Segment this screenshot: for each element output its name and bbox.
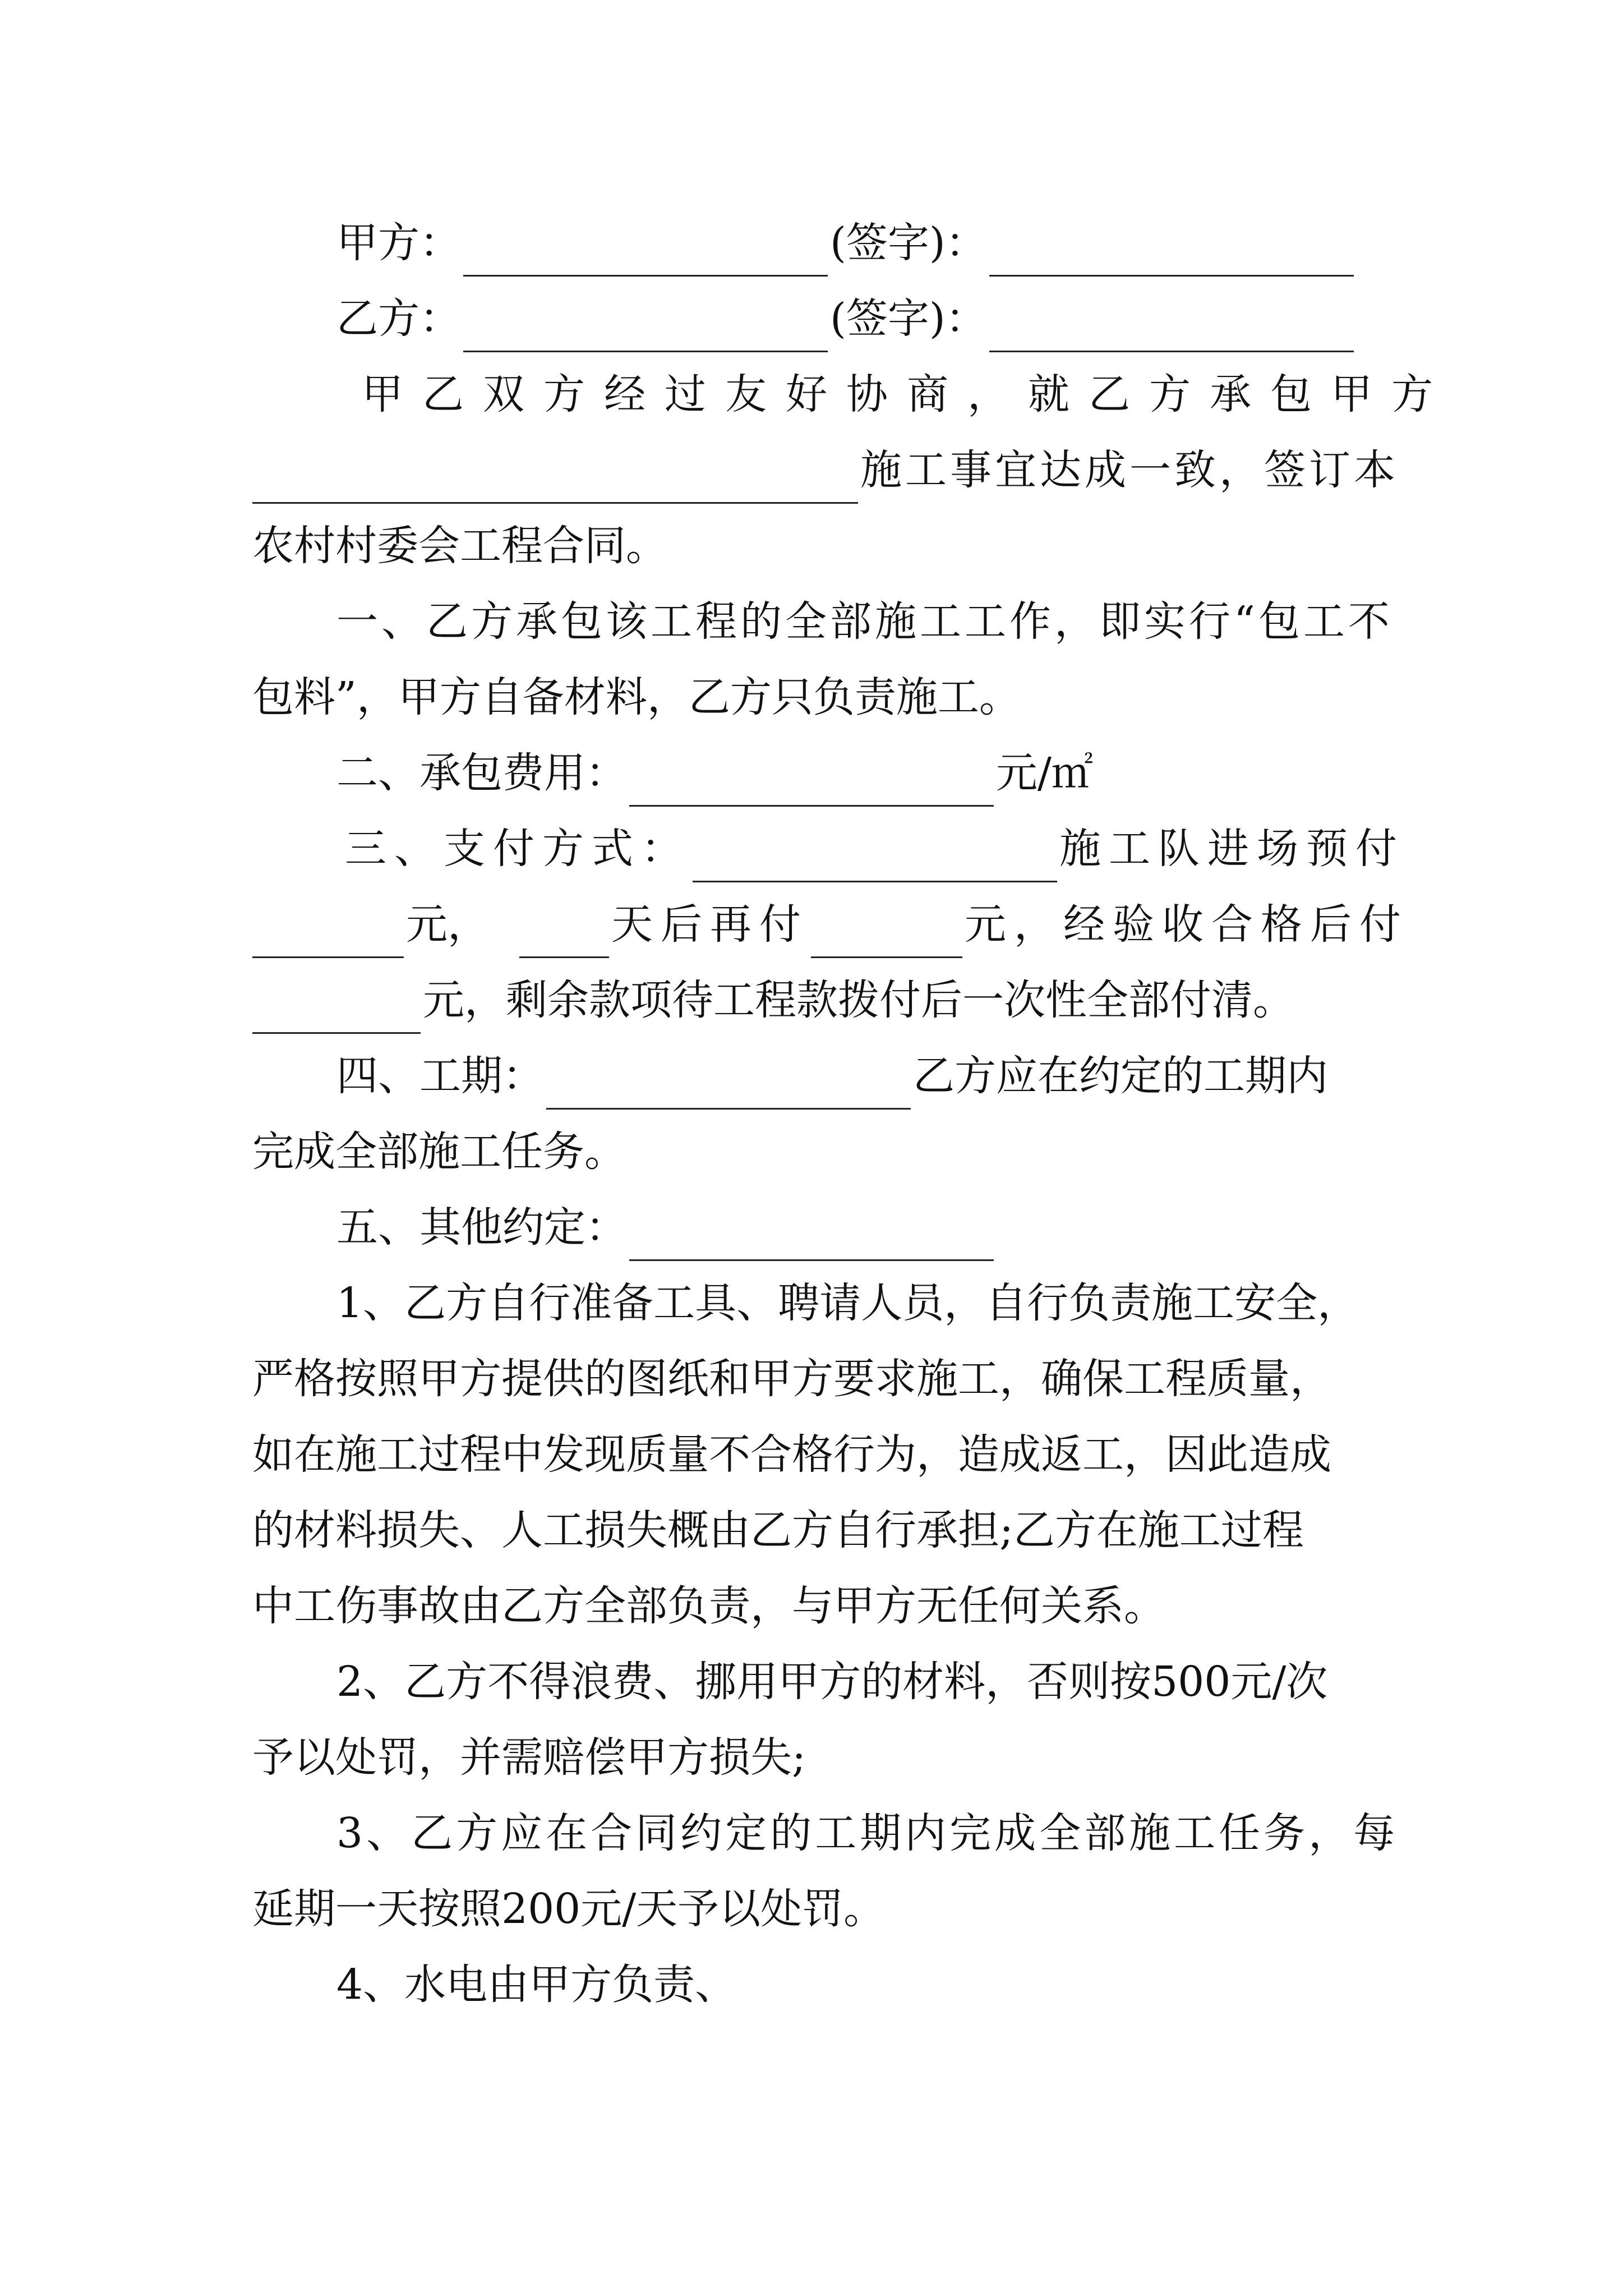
item3-line-2: 延期一天按照200元/天予以处罚。	[252, 1885, 886, 1933]
party-b-line	[252, 285, 1385, 352]
intro-line-2-text: 施工事宜达成一致，签订本	[860, 446, 1399, 494]
intro-line-2	[252, 436, 1399, 504]
clause2-line	[252, 739, 1385, 807]
clause3-text1: 施工队进场预付	[1059, 825, 1405, 873]
clause5-label: 五、其他约定：	[336, 1203, 627, 1251]
item1-line-1: 1、乙方自行准备工具、聘请人员，自行负责施工安全，	[336, 1279, 1359, 1327]
item2-line-1: 2、乙方不得浪费、挪用甲方的材料，否则按500元/次	[336, 1658, 1328, 1706]
clause2-label: 二、承包费用：	[336, 749, 627, 797]
clause5-line	[252, 1194, 1385, 1261]
clause3-line-3	[252, 967, 1385, 1034]
second-payment-blank	[811, 908, 962, 958]
project-name-blank	[252, 454, 858, 504]
party-b-label: 乙方：	[336, 295, 461, 343]
clause3-line-1	[252, 815, 1405, 882]
item1-line-4: 的材料损失、人工损失概由乙方自行承担;乙方在施工过程	[252, 1506, 1304, 1554]
clause4-line-1	[252, 1042, 1385, 1110]
contract-fee-blank	[629, 757, 994, 807]
intro-line-3: 农村村委会工程合同。	[252, 522, 667, 570]
clause4-line-2: 完成全部施工任务。	[252, 1128, 626, 1176]
payment-method-blank	[693, 832, 1057, 882]
clause3-days-text: 天后再付	[611, 900, 809, 949]
party-a-label: 甲方：	[336, 219, 461, 267]
party-a-line	[252, 209, 1385, 277]
duration-blank	[546, 1060, 911, 1110]
party-b-name-blank	[463, 302, 828, 352]
item1-line-5: 中工伤事故由乙方全部负责，与甲方无任何关系。	[252, 1582, 1165, 1630]
item1-line-2: 严格按照甲方提供的图纸和甲方要求施工，确保工程质量，	[252, 1355, 1331, 1403]
party-b-sign-label: (签字)：	[830, 295, 987, 343]
intro-line-1: 甲乙双方经过友好协商，就乙方承包甲方	[362, 370, 1452, 418]
clause3-yuan-2: 元，经验收合格后付	[965, 900, 1409, 949]
item4-line-1: 4、水电由甲方负责、	[336, 1961, 737, 2009]
party-b-sign-blank	[989, 302, 1354, 352]
party-a-sign-label: (签字)：	[830, 219, 987, 267]
clause2-unit: 元/㎡	[996, 749, 1093, 797]
clause1-line-1: 一、乙方承包该工程的全部施工工作，即实行“包工不	[336, 597, 1393, 646]
party-a-name-blank	[463, 227, 828, 277]
clause4-text1: 乙方应在约定的工期内	[913, 1052, 1328, 1100]
item3-line-1: 3、乙方应在合同约定的工期内完成全部施工任务，每	[336, 1809, 1399, 1857]
acceptance-payment-blank	[252, 984, 421, 1034]
clause3-yuan-1: 元，	[406, 900, 489, 949]
item1-line-3: 如在施工过程中发现质量不合格行为，造成返工，因此造成	[252, 1430, 1331, 1479]
clause3-label: 三、支付方式：	[345, 825, 690, 873]
clause4-label: 四、工期：	[336, 1052, 544, 1100]
days-blank	[519, 908, 609, 958]
clause3-tail: 元，剩余款项待工程款拨付后一次性全部付清。	[423, 976, 1294, 1024]
other-terms-blank	[629, 1211, 994, 1261]
item2-line-2: 予以处罚，并需赔偿甲方损失;	[252, 1733, 806, 1782]
clause3-line-2	[252, 891, 1409, 958]
party-a-sign-blank	[989, 227, 1354, 277]
advance-amount-blank	[252, 908, 404, 958]
clause1-line-2: 包料”，甲方自备材料，乙方只负责施工。	[252, 673, 1021, 721]
